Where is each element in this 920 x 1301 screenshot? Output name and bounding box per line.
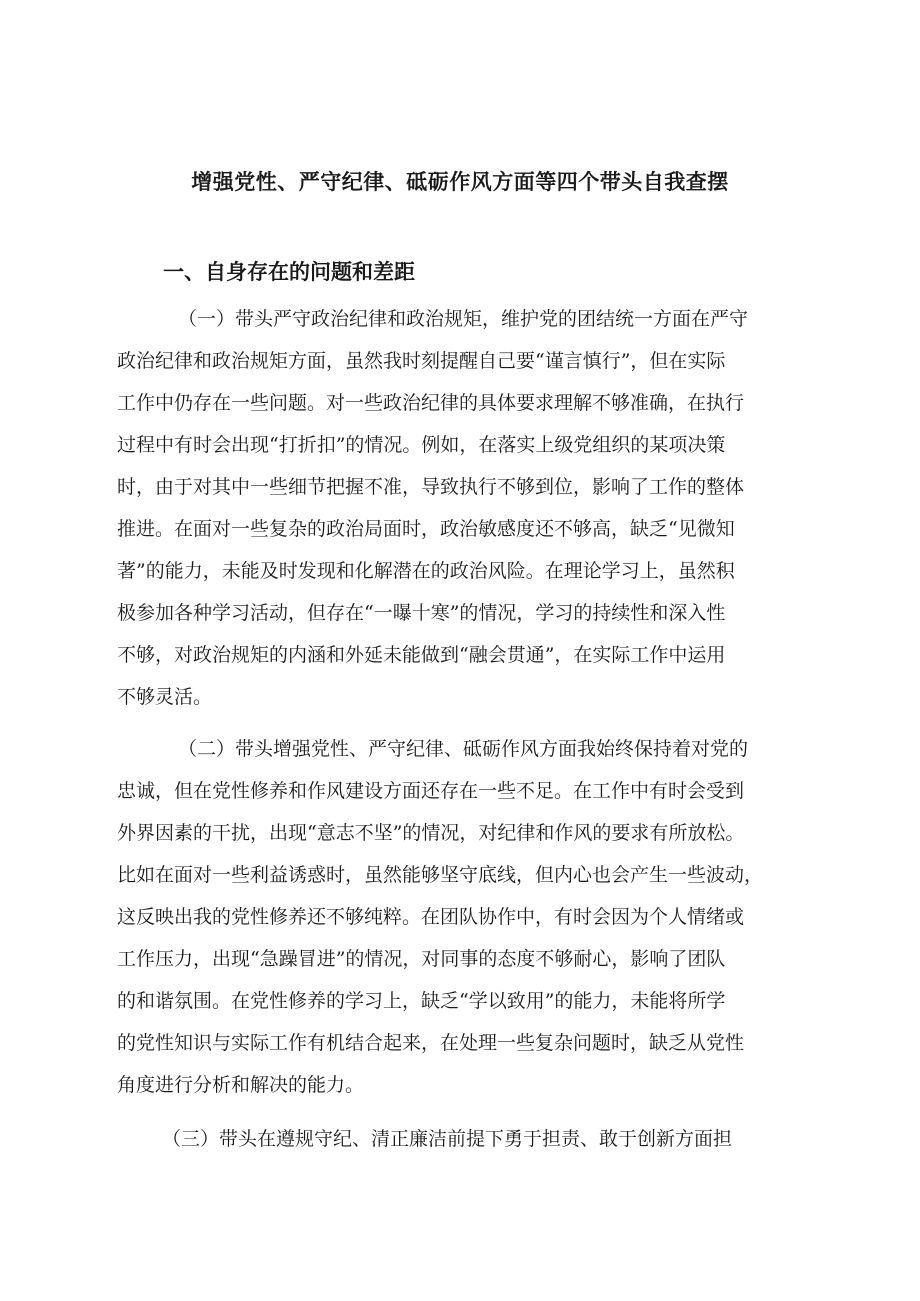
paragraph-1-line-8: 极参加各种学习活动，但存在“一曝十寒”的情况，学习的持续性和深入性 bbox=[117, 602, 726, 624]
paragraph-2-line-4: 比如在面对一些利益诱惑时，虽然能够坚守底线，但内心也会产生一些波动， bbox=[117, 864, 764, 886]
paragraph-2-line-8: 的党性知识与实际工作有机结合起来，在处理一些复杂问题时，缺乏从党性 bbox=[117, 1032, 745, 1054]
paragraph-1-line-6: 推进。在面对一些复杂的政治局面时，政治敏感度还不够高，缺乏“见微知 bbox=[117, 518, 735, 540]
paragraph-1-line-4: 过程中有时会出现“打折扣”的情况。例如，在落实上级党组织的某项决策 bbox=[117, 434, 726, 456]
paragraph-1-line-9: 不够，对政治规矩的内涵和外延未能做到“融会贯通”，在实际工作中运用 bbox=[117, 644, 726, 666]
document-title: 增强党性、严守纪律、砥砺作风方面等四个带头自我查摆 bbox=[191, 170, 729, 194]
paragraph-2-line-2: 忠诚，但在党性修养和作风建设方面还存在一些不足。在工作中有时会受到 bbox=[117, 780, 745, 802]
paragraph-3-line-1: （三）带头在遵规守纪、清正廉洁前提下勇于担责、敢于创新方面担 bbox=[162, 1128, 733, 1150]
paragraph-2-line-1: （二）带头增强党性、严守纪律、砥砺作风方面我始终保持着对党的 bbox=[178, 738, 749, 760]
paragraph-1-line-1: （一）带头严守政治纪律和政治规矩，维护党的团结统一方面在严守 bbox=[178, 308, 749, 330]
paragraph-1-line-3: 工作中仍存在一些问题。对一些政治纪律的具体要求理解不够准确，在执行 bbox=[117, 392, 745, 414]
paragraph-2-line-7: 的和谐氛围。在党性修养的学习上，缺乏“学以致用”的能力，未能将所学 bbox=[117, 990, 726, 1012]
paragraph-1-line-5: 时，由于对其中一些细节把握不准，导致执行不够到位，影响了工作的整体 bbox=[117, 476, 745, 498]
paragraph-1-line-7: 著”的能力，未能及时发现和化解潜在的政治风险。在理论学习上，虽然积 bbox=[117, 560, 735, 582]
paragraph-1-line-2: 政治纪律和政治规矩方面，虽然我时刻提醒自己要“谨言慎行”，但在实际 bbox=[117, 350, 726, 372]
section-heading: 一、自身存在的问题和差距 bbox=[163, 260, 415, 284]
paragraph-2-line-6: 工作压力，出现“急躁冒进”的情况，对同事的态度不够耐心，影响了团队 bbox=[117, 948, 726, 970]
paragraph-2-line-9: 角度进行分析和解决的能力。 bbox=[117, 1074, 365, 1096]
paragraph-1-line-10: 不够灵活。 bbox=[117, 686, 213, 708]
paragraph-2-line-5: 这反映出我的党性修养还不够纯粹。在团队协作中，有时会因为个人情绪或 bbox=[117, 906, 745, 928]
paragraph-2-line-3: 外界因素的干扰，出现“意志不坚”的情况，对纪律和作风的要求有所放松。 bbox=[117, 822, 745, 844]
